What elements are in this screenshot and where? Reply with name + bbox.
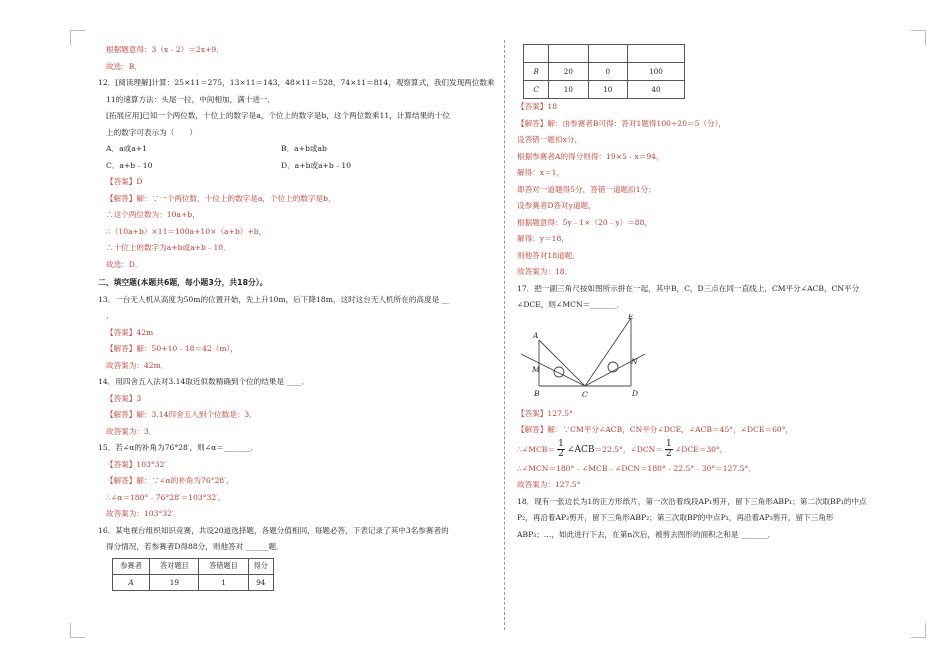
text-line: 故答案为：18． xyxy=(517,267,573,276)
question-16-answer-and-17 xyxy=(517,99,917,314)
text-line: 得分情况，若参赛者D得88分，则他答对 ______题． xyxy=(106,542,284,551)
fraction-numerator: 1 xyxy=(558,439,564,449)
text-line: 根据题意得：3（x﹣2）＝2x+9． xyxy=(106,45,224,54)
text-line: 【答案】42m xyxy=(106,327,154,337)
question-12-answer xyxy=(98,174,493,273)
text-line: 故选：D． xyxy=(106,259,143,269)
table-header-cell: 得分 xyxy=(248,558,273,574)
table-cell: A xyxy=(113,574,150,590)
fraction-line xyxy=(517,439,917,461)
column-divider xyxy=(504,40,505,630)
text-line: 【解答】解：由参赛者B可得：答对1题得100÷20＝5（分）， xyxy=(517,118,727,128)
text-line: 【答案】D xyxy=(106,177,143,186)
text-line: 【答案】3 xyxy=(106,393,142,403)
text-line: 根据题意得：5y﹣1×（20﹣y）＝88， xyxy=(517,217,653,227)
section-title: 二、填空题(本题共6题，每小题3分，共18分）。 xyxy=(98,278,268,287)
text-line: 设答错一题扣x分， xyxy=(517,135,583,144)
text-line: 上的数字可表示为（ ） xyxy=(106,127,198,137)
table-header-cell: 答对题目 xyxy=(150,558,199,574)
options-row-ab xyxy=(98,141,493,158)
table-cell: 10 xyxy=(588,81,627,99)
table-row xyxy=(524,81,685,99)
table-header-row xyxy=(113,558,274,574)
fraction-denominator: 2 xyxy=(666,449,672,459)
text-line: 故答案为：127.5° xyxy=(517,480,581,489)
label-a: A xyxy=(533,330,539,340)
crop-mark-top-left xyxy=(70,30,85,45)
text-line: 【解答】解：∵CM平分∠ACB，CN平分∠DCE，∠ACB＝45°，∠DCE＝60°， xyxy=(517,425,794,434)
text-line: 解得：y＝18， xyxy=(517,234,569,243)
triangle-diagram xyxy=(517,314,917,406)
text-line: 【答案】127.5° xyxy=(517,408,573,418)
fraction-middle: ＝22.5°，∠DCN＝ xyxy=(594,444,663,454)
table-header-cell: 答错题目 xyxy=(199,558,248,574)
text-line: 设参赛者D答对y道题， xyxy=(517,201,596,210)
options-row-cd xyxy=(98,158,493,175)
table-header-cell: 参赛者 xyxy=(113,558,150,574)
left-column xyxy=(98,42,493,591)
fraction-prefix: ∴∠MCB＝ xyxy=(517,444,555,454)
text-line: 根据参赛者A的得分则得：19×5﹣x＝94， xyxy=(517,151,664,161)
table-row xyxy=(524,45,685,63)
text-line: ∴∠α＝180°﹣76°28′＝103°32′， xyxy=(106,492,226,502)
table-cell xyxy=(588,45,627,63)
text-line: 15．若∠α的补角为76°28′，则∠α＝_______． xyxy=(98,443,259,452)
table-cell xyxy=(549,45,588,63)
text-line: 故答案为：103°32′． xyxy=(106,509,182,518)
label-m: M xyxy=(532,364,540,374)
table-cell: 0 xyxy=(588,63,627,81)
table-row xyxy=(524,63,685,81)
fraction-denominator: 2 xyxy=(558,449,564,459)
fraction-half xyxy=(557,440,565,459)
text-line: 故答案为：42m． xyxy=(106,360,169,370)
text-line: 故选：B． xyxy=(106,61,142,71)
ray-cm xyxy=(521,354,585,386)
fraction-numerator: 1 xyxy=(666,439,672,449)
score-table-continued xyxy=(523,44,685,99)
table-cell: 100 xyxy=(627,63,684,81)
text-line: 12．[阅读理解]计算：25×11＝275，13×11＝143，48×11＝528，74×11＝814，观察算式，我们发现两位数乘 xyxy=(98,78,495,87)
text-line: 故答案为：3． xyxy=(106,426,157,436)
question-17-answer xyxy=(517,406,917,439)
text-line: ∴这个两位数为：10a+b， xyxy=(106,210,200,219)
crop-mark-bottom-right xyxy=(911,623,926,638)
question-12-block xyxy=(98,42,493,141)
label-b: B xyxy=(534,388,540,398)
text-line: 【答案】18 xyxy=(517,102,558,111)
text-line: 14．用四舍五入法对3.14取近似数精确到个位的结果是 ____． xyxy=(98,377,310,386)
text-line: 即答对一道题得5分，答错一道题扣1分； xyxy=(517,184,656,194)
text-line: ∴∠MCN＝180°﹣∠MCB﹣∠DCN＝180°﹣22.5°﹣30°＝127.5°． xyxy=(517,463,756,473)
text-line: 【解答】解：∵∠α的补角为76°28′， xyxy=(106,476,234,485)
line-ce xyxy=(585,318,631,386)
text-line: ∴（10a+b）×11＝100a+10×（a+b）+b， xyxy=(106,226,267,236)
table-cell: 94 xyxy=(248,574,273,590)
right-column xyxy=(517,44,917,543)
table-cell xyxy=(524,45,549,63)
text-line: 11的速算方法：头尾一拉，中间相加，满十进一． xyxy=(106,94,276,104)
text-line: 【解答】解：50+10﹣18＝42（m）， xyxy=(106,344,238,353)
text-line: 【解答】解：3.14四舍五入到个位数是：3． xyxy=(106,410,257,419)
angle-mark-n xyxy=(608,362,618,372)
label-c: C xyxy=(582,389,588,399)
text-line: 【解答】解：∵一个两位数，十位上的数字是a，个位上的数字是b， xyxy=(106,193,336,203)
option-d: D．a+b或a+b﹣10 xyxy=(281,160,352,170)
text-line: 则他答对18道题． xyxy=(517,250,580,260)
table-cell: C xyxy=(524,81,549,99)
option-b: B．a+b或ab xyxy=(281,144,327,153)
text-line: 16．某电视台组织知识竞赛，共设20道选择题，各题分值相同，每题必答，下表记录了其中3名参赛者的 xyxy=(98,525,449,535)
label-n: N xyxy=(631,356,638,366)
label-d: D xyxy=(632,388,639,398)
text-line: 【答案】103°32′ xyxy=(106,459,167,469)
text-line: ∠DCE，则∠MCN＝_______． xyxy=(517,300,625,309)
triangle-figure xyxy=(521,314,651,406)
text-line: 17．把一副三角尺按如图所示拼在一起，其中B，C，D三点在同一直线上，CM平分∠ACB，CN平分 xyxy=(517,283,860,293)
text-line: 解得：x＝1， xyxy=(517,168,565,177)
table-cell: 10 xyxy=(549,81,588,99)
text-line: ABP₃；…，如此进行下去，在第n次后，被剪去图形的面积之和是 _______． xyxy=(517,529,776,539)
table-cell: 1 xyxy=(199,574,248,590)
text-line: [拓展应用]已知一个两位数，十位上的数字是a，个位上的数字是b，这个两位数乘11，计算结果的十位 xyxy=(106,111,450,120)
table-cell: 40 xyxy=(627,81,684,99)
text-line: ∴十位上的数字为a+b或a+b﹣10． xyxy=(106,243,231,252)
angle-mark-m xyxy=(554,367,564,377)
label-e: E xyxy=(628,313,634,321)
fraction-angle-acb: ∠ACB xyxy=(566,444,595,455)
fraction-suffix: ∠DCE＝30°， xyxy=(674,444,728,454)
line-ac xyxy=(539,340,585,386)
score-table-top xyxy=(112,558,274,591)
table-cell xyxy=(627,45,684,63)
table-cell: B xyxy=(524,63,549,81)
table-row xyxy=(113,574,274,590)
table-cell: 19 xyxy=(150,574,199,590)
fraction-half-2 xyxy=(665,440,673,459)
question-17-conclusion-and-18 xyxy=(517,461,917,544)
option-c: C．a+b﹣10 xyxy=(106,160,153,170)
table-cell: 20 xyxy=(549,63,588,81)
crop-mark-top-right xyxy=(911,30,926,45)
crop-mark-bottom-left xyxy=(70,623,85,638)
text-line: P₂，再沿着AP₂剪开，留下三角形ABP₂；第三次取BP的中点P₃，再沿着AP₃剪开，留下三角形 xyxy=(517,513,834,522)
option-a: A．a或a+1 xyxy=(106,144,147,153)
text-line: 18．现有一张边长为1的正方形纸片，第一次沿着线段AP₁剪开，留下三角形ABP₁；第二次取BP₁的中点 xyxy=(517,496,867,506)
text-line: ． xyxy=(106,311,114,320)
questions-13-16 xyxy=(98,292,493,556)
text-line: 13．一台无人机从高度为50m的位置开始，先上升10m，后下降18m，这时这台无人机所在的高度是 __ xyxy=(98,294,450,304)
